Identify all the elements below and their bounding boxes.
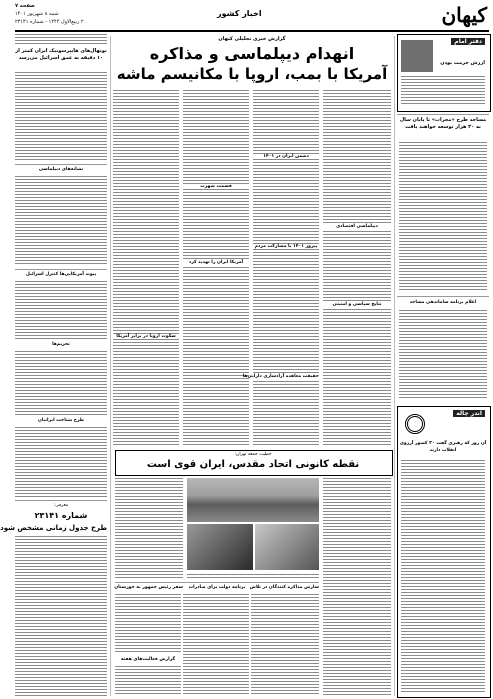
lead-subhead: دشمن ایران در ۱۴۰۱ bbox=[253, 154, 319, 159]
news-body bbox=[15, 351, 107, 415]
date-line: شنبه ۸ شهریور ۱۴۰۱ bbox=[15, 11, 59, 17]
feature-title: آن روز که رهبری گفت ۳۰ کشور آرزوی انقلاب دارند bbox=[399, 441, 487, 453]
bottom-title: سازش مذاکره کنندگان در تلاش bbox=[249, 585, 319, 590]
news-title: شماره ۲۳۱۴۱ bbox=[34, 511, 88, 520]
lead-subhead: قسمت شهرت bbox=[183, 184, 249, 189]
bottom-title: گزارش فعالیت‌های هفته bbox=[120, 657, 176, 662]
friday-headline: نقطه کانونی اتحاد مقدس، ایران قوی است bbox=[146, 459, 360, 470]
news-title: تحریم‌ها bbox=[52, 342, 70, 347]
divider bbox=[397, 114, 489, 115]
column-rule bbox=[110, 36, 111, 696]
news-kicker: معرفی: bbox=[53, 503, 69, 508]
news-title: پیوند آمریکایی‌ها کنترل اسرائیل bbox=[25, 272, 97, 277]
lead-subhead: پیروز ۱۴۰۱ با مشارکت مردم bbox=[254, 244, 318, 249]
news-body bbox=[399, 142, 487, 292]
speaker-photo bbox=[187, 524, 253, 570]
lead-body-col bbox=[113, 90, 179, 446]
news-body bbox=[15, 176, 107, 266]
lead-body-col bbox=[183, 90, 249, 446]
friday-kicker: خطیب جمعه تهران: bbox=[234, 452, 272, 457]
spiral-logo-icon bbox=[405, 414, 425, 434]
lead-subhead: حقیقت معاهده آزادسازی دارایی‌ها bbox=[242, 374, 319, 379]
lead-body-col bbox=[323, 90, 391, 446]
news-body bbox=[15, 536, 107, 696]
lead-subhead: سکوت اروپا در برابر آمریکا bbox=[113, 334, 179, 339]
bottom-body bbox=[183, 594, 249, 696]
bottom-body bbox=[115, 478, 183, 578]
news-title: نونهال‌های هایپرسونیک ایران کمتر از ۱۰ دقیقه به عمق اسرائیل می‌رسد bbox=[15, 48, 107, 61]
lead-subhead: دیپلماسی اقتصادی bbox=[323, 224, 391, 229]
divider bbox=[15, 500, 107, 501]
news-title: طرح شناخت ایرانیان bbox=[37, 418, 84, 423]
feature-body bbox=[401, 460, 485, 692]
prayer-crowd-photo bbox=[187, 478, 319, 522]
quote-text bbox=[401, 76, 485, 106]
masthead-rule bbox=[15, 30, 489, 32]
issue-line: ۲ ربیع‌الاول ۱۴۴۴ - شماره ۲۳۱۴۱ bbox=[15, 19, 84, 25]
news-title: اعلام برنامه ساماندهی مساجد bbox=[409, 300, 477, 305]
bottom-title: برنامه دولت برای صادرات bbox=[188, 585, 246, 590]
divider bbox=[15, 269, 107, 270]
bottom-body bbox=[323, 478, 391, 696]
divider bbox=[397, 296, 489, 297]
bottom-body bbox=[115, 666, 181, 696]
section-title: اخبار کشور bbox=[217, 9, 262, 18]
left-column bbox=[0, 34, 107, 696]
lead-subhead: آمریکا ایران را تهدید کرد bbox=[183, 260, 249, 265]
lead-story bbox=[113, 34, 391, 448]
divider bbox=[15, 164, 107, 165]
bottom-body bbox=[115, 594, 181, 654]
page-label: صفحه ۷ bbox=[15, 3, 35, 9]
bottom-body bbox=[187, 574, 319, 580]
lead-body-col bbox=[242, 90, 319, 446]
news-body bbox=[15, 427, 107, 497]
divider bbox=[115, 582, 319, 583]
news-body bbox=[15, 72, 107, 160]
newspaper-logo: کیهان bbox=[441, 3, 487, 27]
column-rule bbox=[394, 36, 395, 696]
news-body bbox=[399, 310, 487, 400]
lead-headline-2: آمریکا با بمب، اروپا با مکانیسم ماشه bbox=[116, 65, 388, 83]
news-title: مساجد طرح «محراب» تا پایان سال به ۳۰ هزار توسعه خواهند یافت bbox=[399, 117, 487, 130]
bottom-body bbox=[251, 594, 319, 696]
lead-subhead: نتایج سیاسی و امنیتی bbox=[323, 302, 391, 307]
news-title: طرح جدول زمانی مشخص شود bbox=[0, 524, 107, 532]
right-column bbox=[397, 34, 489, 696]
portrait-image bbox=[401, 40, 433, 72]
quote-title: ارزش حرمت بودن bbox=[440, 60, 485, 66]
feature-box-label: اندر چاله bbox=[453, 410, 485, 417]
lead-headline: انهدام دیپلماسی و مذاکره bbox=[149, 44, 355, 63]
news-body bbox=[15, 34, 107, 46]
masthead bbox=[11, 0, 493, 36]
bottom-title: سفر رئیس جمهور به خوزستان bbox=[114, 585, 183, 590]
preacher-photo bbox=[255, 524, 319, 570]
lead-kicker: گزارش خبری تحلیلی کیهان bbox=[218, 36, 286, 42]
imam-box-label: دفتر امام bbox=[451, 38, 485, 45]
news-body bbox=[15, 281, 107, 339]
news-title: نشانه‌های دیپلماسی bbox=[38, 167, 84, 172]
